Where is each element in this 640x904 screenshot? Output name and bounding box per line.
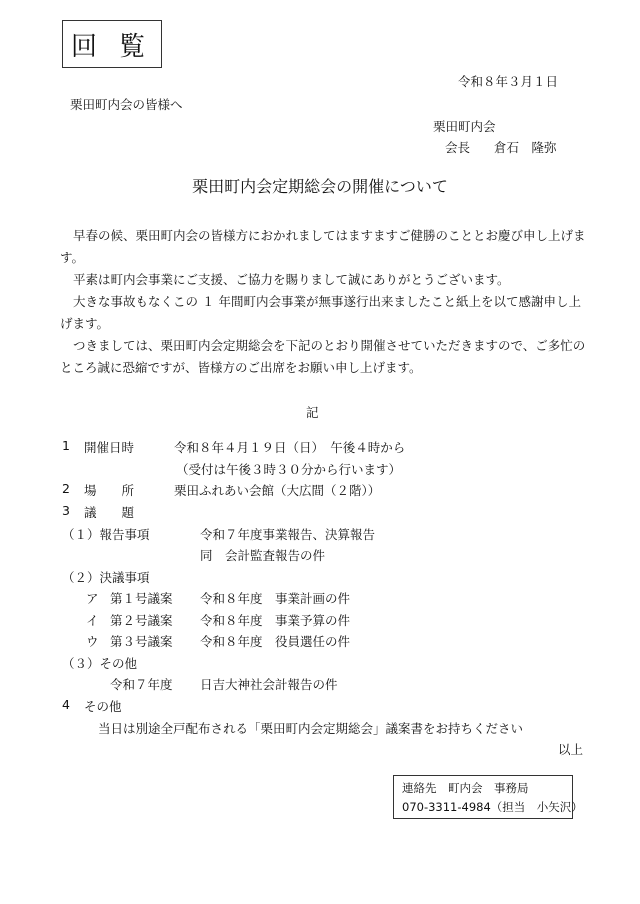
sender-name: 倉石 隆弥	[494, 140, 557, 155]
document-title: 栗田町内会定期総会の開催について	[192, 177, 448, 196]
ki-heading: 記	[306, 405, 319, 420]
sub-1-line: 同 会計監査報告の件	[200, 548, 326, 563]
resolution-name: 第２号議案	[110, 613, 173, 628]
item-2-label: 場 所	[84, 483, 135, 498]
resolution-mark: ウ	[86, 634, 99, 649]
resolution-name: 第１号議案	[110, 591, 173, 606]
circular-stamp	[62, 20, 168, 68]
sub-3-desc: 日吉大神社会計報告の件	[200, 677, 338, 692]
item-4-number: 4	[62, 697, 70, 712]
item-1-value: 令和８年４月１９日（日） 午後４時から	[174, 440, 406, 455]
item-2-value: 栗田ふれあい会館（大広間（２階））	[174, 483, 381, 498]
resolution-desc: 令和８年度 事業予算の件	[200, 613, 351, 628]
sub-1-line: 令和７年度事業報告、決算報告	[200, 527, 376, 542]
closing-text: 以上	[558, 742, 584, 757]
item-4-text: 当日は別途全戸配布される「栗田町内会定期総会」議案書をお持ちください	[98, 721, 524, 736]
item-3-number: 3	[62, 503, 70, 518]
sender-organization: 栗田町内会	[433, 119, 496, 134]
body-paragraph: 早春の候、栗田町内会の皆様方におかれましてはますますご健勝のこととお慶び申し上げます。	[60, 228, 586, 265]
item-2-number: 2	[62, 481, 70, 496]
resolution-mark: ア	[86, 591, 99, 606]
item-1-note: （受付は午後３時３０分から行います）	[176, 462, 402, 477]
body-paragraph: 大きな事故もなくこの １ 年間町内会事業が無事遂行出来ましたこと紙上を以て感謝申し上げます。	[60, 294, 581, 331]
resolution-mark: イ	[86, 613, 99, 628]
resolution-desc: 令和８年度 事業計画の件	[200, 591, 351, 606]
resolution-desc: 令和８年度 役員選任の件	[200, 634, 351, 649]
addressee: 栗田町内会の皆様へ	[70, 97, 183, 112]
item-1-label: 開催日時	[84, 440, 135, 455]
sub-1-label: （１）報告事項	[62, 527, 150, 542]
contact-line-1: 連絡先 町内会 事務局	[402, 781, 529, 795]
stamp-char-2: 覧	[119, 31, 168, 62]
resolution-name: 第３号議案	[110, 634, 173, 649]
contact-line-2: 070-3311-4984（担当 小矢沢）	[402, 800, 583, 814]
item-4-label: その他	[84, 699, 122, 714]
body-text	[60, 225, 590, 379]
item-3-label: 議 題	[84, 505, 135, 520]
sub-3-year: 令和７年度	[110, 677, 173, 692]
sender-title: 会長	[445, 140, 471, 155]
body-paragraph: つきましては、栗田町内会定期総会を下記のとおり開催させていただきますので、ご多忙のところ誠に恐縮ですが、皆様方のご出席をお願い申し上げます。	[60, 338, 586, 375]
document-date: 令和８年３月１日	[457, 74, 558, 89]
sub-2-label: （２）決議事項	[62, 570, 150, 585]
contact-box	[393, 775, 583, 819]
item-1-number: 1	[62, 438, 70, 453]
stamp-char-1: 回	[70, 31, 119, 62]
sub-3-label: （３）その他	[62, 656, 138, 671]
body-paragraph: 平素は町内会事業にご支援、ご協力を賜りまして誠にありがとうございます。	[73, 272, 510, 287]
